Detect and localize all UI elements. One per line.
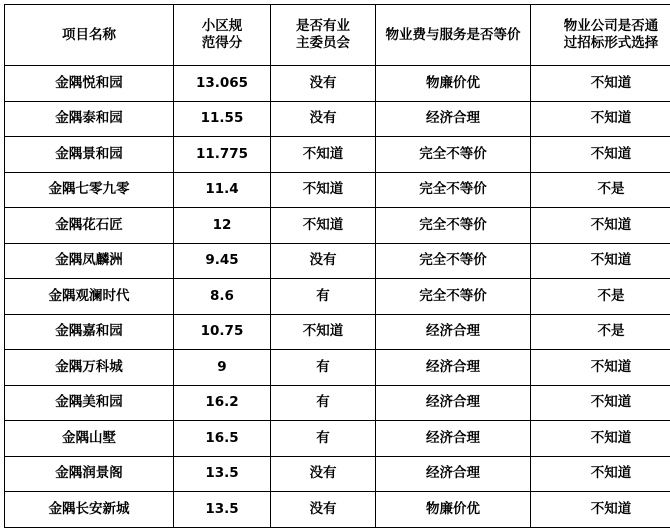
table-row xyxy=(5,66,670,102)
table-row xyxy=(5,101,670,137)
cell-bidding-selection: 不知道 xyxy=(531,421,670,457)
cell-project-name: 金隅凤麟洲 xyxy=(5,243,174,279)
cell-bidding-selection: 不知道 xyxy=(531,492,670,528)
header-line: 物业公司是否通 xyxy=(533,18,670,35)
table-row xyxy=(5,385,670,421)
cell-fee-service-value: 物廉价优 xyxy=(376,492,531,528)
cell-owners-committee: 没有 xyxy=(271,101,376,137)
cell-owners-committee: 没有 xyxy=(271,456,376,492)
cell-fee-service-value: 物廉价优 xyxy=(376,66,531,102)
cell-community-score: 11.775 xyxy=(174,137,271,173)
cell-community-score: 13.5 xyxy=(174,492,271,528)
cell-project-name: 金隅美和园 xyxy=(5,385,174,421)
cell-owners-committee: 不知道 xyxy=(271,172,376,208)
column-header-project-name xyxy=(5,5,174,66)
cell-owners-committee: 不知道 xyxy=(271,314,376,350)
cell-community-score: 16.2 xyxy=(174,385,271,421)
cell-project-name: 金隅景和园 xyxy=(5,137,174,173)
cell-owners-committee: 有 xyxy=(271,385,376,421)
column-header-owners-committee xyxy=(271,5,376,66)
cell-fee-service-value: 经济合理 xyxy=(376,350,531,386)
table-row xyxy=(5,137,670,173)
cell-project-name: 金隅长安新城 xyxy=(5,492,174,528)
cell-fee-service-value: 经济合理 xyxy=(376,385,531,421)
table-row xyxy=(5,456,670,492)
table-header xyxy=(5,5,670,66)
header-line: 过招标形式选择 xyxy=(533,35,670,52)
cell-community-score: 13.5 xyxy=(174,456,271,492)
cell-community-score: 13.065 xyxy=(174,66,271,102)
cell-fee-service-value: 完全不等价 xyxy=(376,243,531,279)
property-survey-table xyxy=(4,4,670,528)
cell-owners-committee: 有 xyxy=(271,350,376,386)
column-header-community-score xyxy=(174,5,271,66)
cell-project-name: 金隅山墅 xyxy=(5,421,174,457)
cell-fee-service-value: 完全不等价 xyxy=(376,137,531,173)
cell-bidding-selection: 不知道 xyxy=(531,243,670,279)
header-line: 物业费与服务是否等价 xyxy=(378,27,528,44)
table-row xyxy=(5,172,670,208)
table-header-row xyxy=(5,5,670,66)
cell-fee-service-value: 经济合理 xyxy=(376,101,531,137)
cell-fee-service-value: 经济合理 xyxy=(376,314,531,350)
cell-bidding-selection: 不是 xyxy=(531,279,670,315)
cell-bidding-selection: 不知道 xyxy=(531,137,670,173)
cell-bidding-selection: 不是 xyxy=(531,314,670,350)
cell-fee-service-value: 经济合理 xyxy=(376,456,531,492)
cell-project-name: 金隅花石匠 xyxy=(5,208,174,244)
cell-fee-service-value: 经济合理 xyxy=(376,421,531,457)
table-row xyxy=(5,350,670,386)
cell-owners-committee: 没有 xyxy=(271,492,376,528)
cell-bidding-selection: 不知道 xyxy=(531,385,670,421)
cell-bidding-selection: 不是 xyxy=(531,172,670,208)
cell-fee-service-value: 完全不等价 xyxy=(376,279,531,315)
cell-fee-service-value: 完全不等价 xyxy=(376,208,531,244)
cell-project-name: 金隅嘉和园 xyxy=(5,314,174,350)
cell-community-score: 10.75 xyxy=(174,314,271,350)
cell-bidding-selection: 不知道 xyxy=(531,350,670,386)
cell-community-score: 8.6 xyxy=(174,279,271,315)
cell-community-score: 9.45 xyxy=(174,243,271,279)
cell-community-score: 9 xyxy=(174,350,271,386)
table-row xyxy=(5,208,670,244)
header-line: 是否有业 xyxy=(273,18,373,35)
cell-project-name: 金隅泰和园 xyxy=(5,101,174,137)
cell-bidding-selection: 不知道 xyxy=(531,101,670,137)
cell-project-name: 金隅悦和园 xyxy=(5,66,174,102)
cell-owners-committee: 没有 xyxy=(271,243,376,279)
cell-project-name: 金隅润景阁 xyxy=(5,456,174,492)
cell-community-score: 12 xyxy=(174,208,271,244)
header-line: 项目名称 xyxy=(7,27,171,44)
column-header-bidding-selection xyxy=(531,5,670,66)
cell-owners-committee: 不知道 xyxy=(271,208,376,244)
header-line: 范得分 xyxy=(176,35,268,52)
cell-community-score: 11.4 xyxy=(174,172,271,208)
table-row xyxy=(5,492,670,528)
header-line: 小区规 xyxy=(176,18,268,35)
table-row xyxy=(5,243,670,279)
column-header-fee-service-value xyxy=(376,5,531,66)
header-line: 主委员会 xyxy=(273,35,373,52)
cell-owners-committee: 有 xyxy=(271,421,376,457)
cell-bidding-selection: 不知道 xyxy=(531,456,670,492)
cell-owners-committee: 有 xyxy=(271,279,376,315)
cell-bidding-selection: 不知道 xyxy=(531,208,670,244)
table-row xyxy=(5,279,670,315)
table-row xyxy=(5,314,670,350)
cell-owners-committee: 没有 xyxy=(271,66,376,102)
cell-project-name: 金隅万科城 xyxy=(5,350,174,386)
table-body xyxy=(5,66,670,528)
cell-project-name: 金隅七零九零 xyxy=(5,172,174,208)
cell-owners-committee: 不知道 xyxy=(271,137,376,173)
cell-bidding-selection: 不知道 xyxy=(531,66,670,102)
cell-community-score: 16.5 xyxy=(174,421,271,457)
cell-fee-service-value: 完全不等价 xyxy=(376,172,531,208)
table-row xyxy=(5,421,670,457)
cell-community-score: 11.55 xyxy=(174,101,271,137)
cell-project-name: 金隅观澜时代 xyxy=(5,279,174,315)
